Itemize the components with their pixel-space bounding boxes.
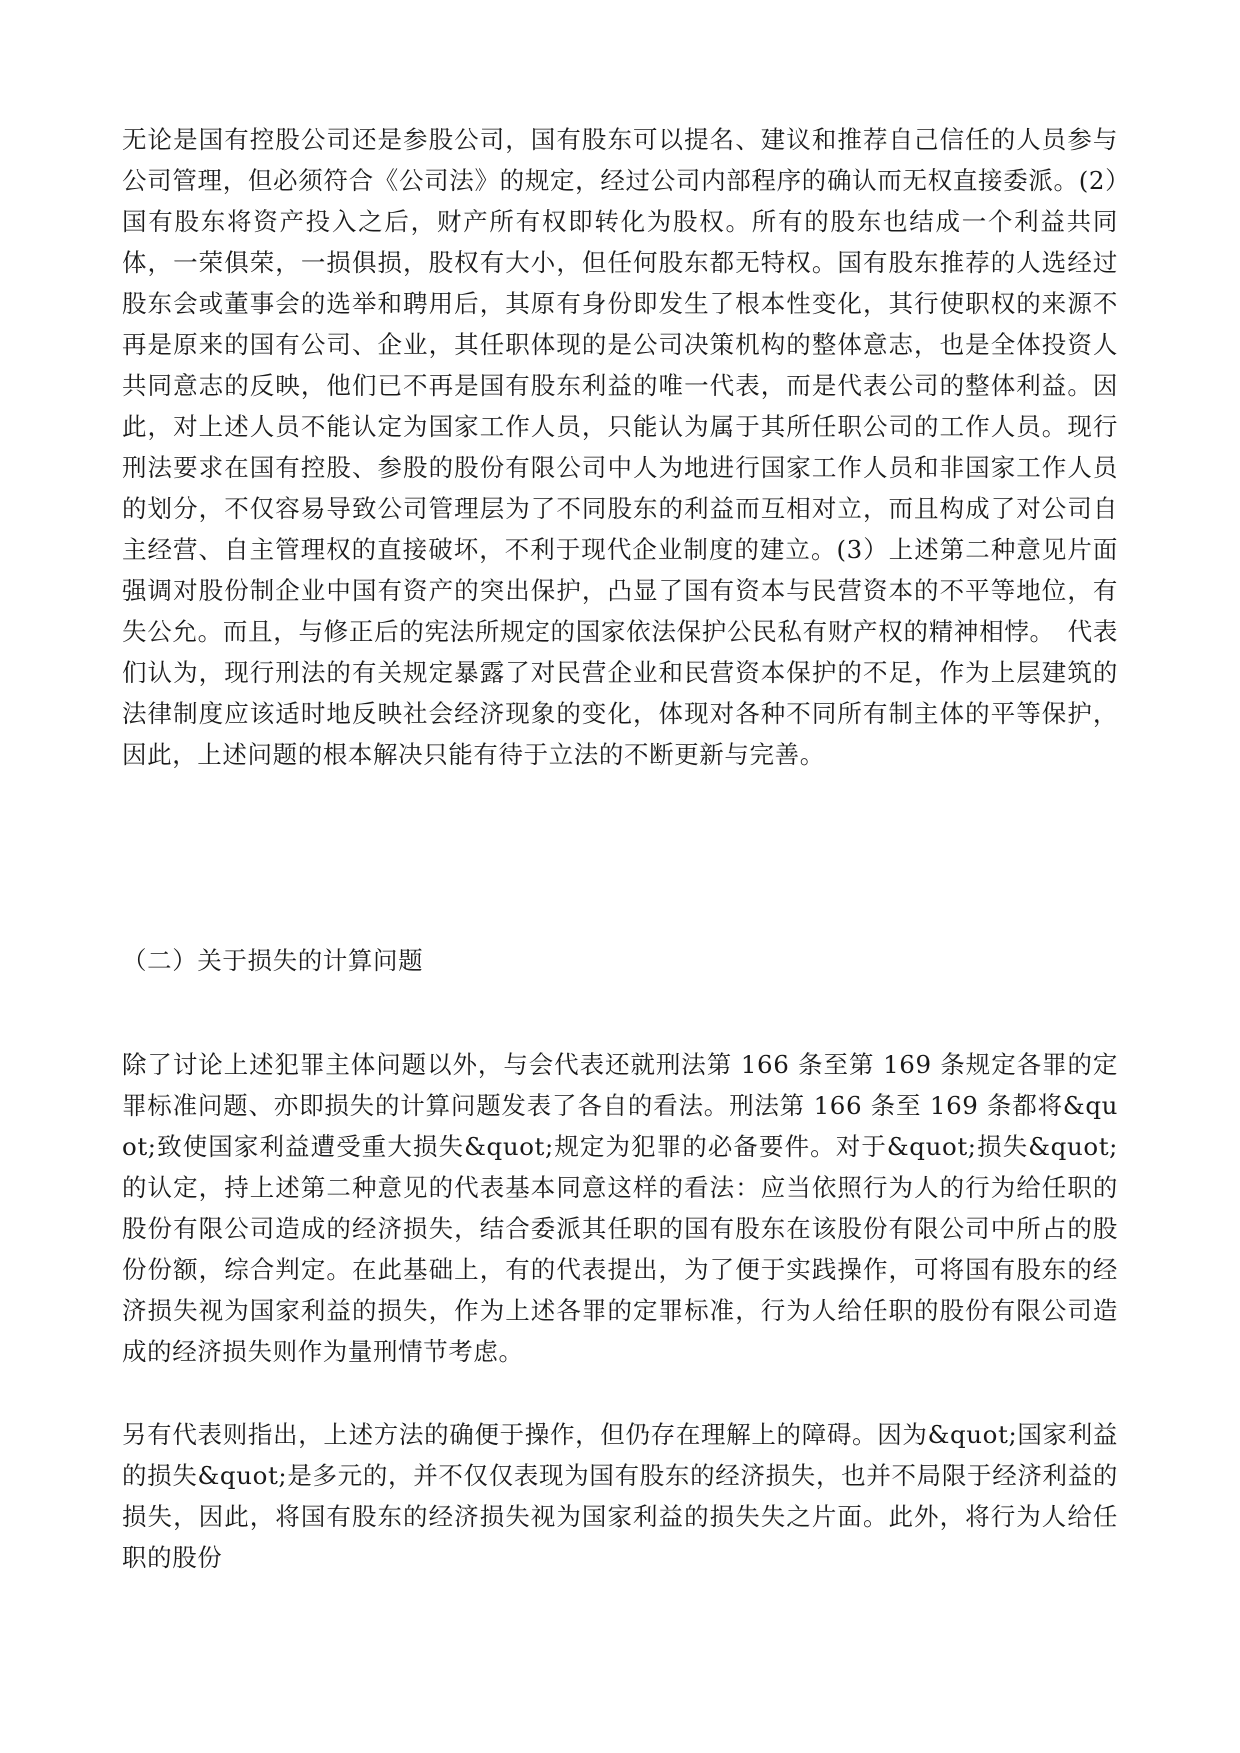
body-paragraph: 除了讨论上述犯罪主体问题以外，与会代表还就刑法第 166 条至第 169 条规定各罪的定罪标准问题、亦即损失的计算问题发表了各自的看法。刑法第 166 条至 169 条都将&quot;致使国家利益遭受重大损失&quot;规定为犯罪的必备要件。对于&quot;损失&quot;的认定，持上述第二种意见的代表基本同意这样的看法：应当依照行为人的行为给任职的股份有限公司造成的经济损失，结合委派其任职的国有股东在该股份有限公司中所占的股份份额，综合判定。在此基础上，有的代表提出，为了便于实践操作，可将国有股东的经济损失视为国家利益的损失，作为上述各罪的定罪标准，行为人给任职的股份有限公司造成的经济损失则作为量刑情节考虑。	[122, 1050, 1118, 1366]
body-paragraph: 无论是国有控股公司还是参股公司，国有股东可以提名、建议和推荐自己信任的人员参与公司管理，但必须符合《公司法》的规定，经过公司内部程序的确认而无权直接委派。(2）国有股东将资产投入之后，财产所有权即转化为股权。所有的股东也结成一个利益共同体，一荣俱荣，一损俱损，股权有大小，但任何股东都无特权。国有股东推荐的人选经过股东会或董事会的选举和聘用后，其原有身份即发生了根本性变化，其行使职权的来源不再是原来的国有公司、企业，其任职体现的是公司决策机构的整体意志，也是全体投资人共同意志的反映，他们已不再是国有股东利益的唯一代表，而是代表公司的整体利益。因此，对上述人员不能认定为国家工作人员，只能认为属于其所任职公司的工作人员。现行刑法要求在国有控股、参股的股份有限公司中人为地进行国家工作人员和非国家工作人员的划分，不仅容易导致公司管理层为了不同股东的利益而互相对立，而且构成了对公司自主经营、自主管理权的直接破坏，不利于现代企业制度的建立。(3）上述第二种意见片面强调对股份制企业中国有资产的突出保护，凸显了国有资本与民营资本的不平等地位，有失公允。而且，与修正后的宪法所规定的国家依法保护公民私有财产权的精神相悖。 代表们认为，现行刑法的有关规定暴露了对民营企业和民营资本保护的不足，作为上层建筑的法律制度应该适时地反映社会经济现象的变化，体现对各种不同所有制主体的平等保护，因此，上述问题的根本解决只能有待于立法的不断更新与完善。	[122, 125, 1118, 769]
body-paragraph: 另有代表则指出，上述方法的确便于操作，但仍存在理解上的障碍。因为&quot;国家利益的损失&quot;是多元的，并不仅仅表现为国有股东的经济损失，也并不局限于经济利益的损失，因此，将国有股东的经济损失视为国家利益的损失失之片面。此外，将行为人给任职的股份	[122, 1420, 1118, 1572]
section-heading: （二）关于损失的计算问题	[122, 946, 424, 975]
